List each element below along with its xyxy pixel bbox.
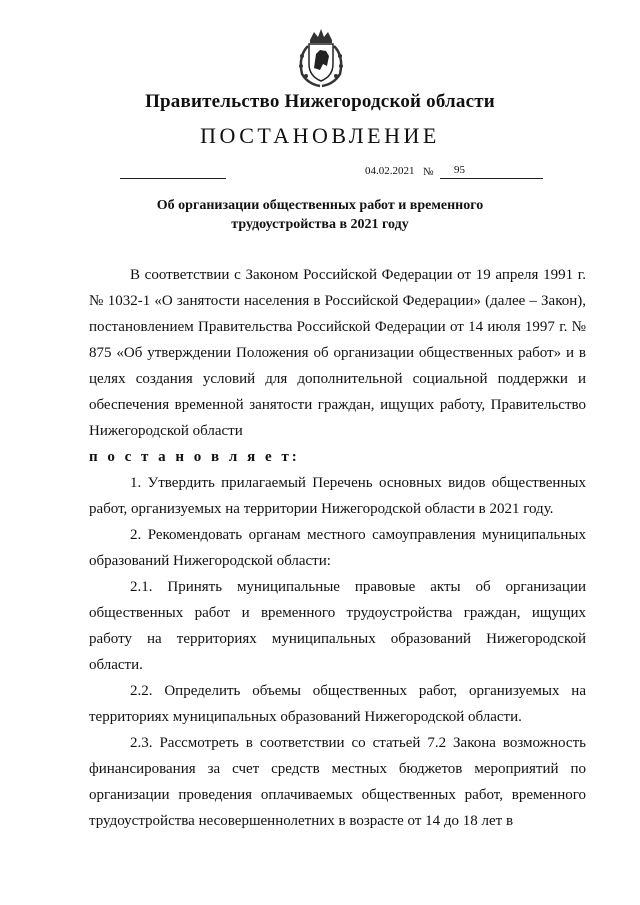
number-sign: № — [423, 166, 434, 178]
resolves-line: п о с т а н о в л я е т: — [89, 449, 300, 465]
item-2-paragraph: 2. Рекомендовать органам местного самоуправления муниципальных образований Нижегородской области: — [89, 527, 586, 569]
document-number: 95 — [454, 164, 465, 176]
title-line-2: трудоустройства в 2021 году — [231, 217, 409, 232]
organization-name: Правительство Нижегородской области — [145, 91, 495, 112]
preamble-paragraph: В соответствии с Законом Российской Федерации от 19 апреля 1991 г. № 1032-1 «О занятости населения в Российской Федерации» (далее – Закон), постановлением Правительства Российской Федерации от 14 июля 1997 г. № 875 «Об утверждении Положения об организации общественных работ» и в целях создания условий для дополнительной социальной поддержки и обеспечения временной занятости граждан, ищущих работу, Правительство Нижегородской области — [89, 267, 586, 439]
date-blank-line — [120, 178, 226, 179]
item-2-3-paragraph: 2.3. Рассмотреть в соответствии со статьей 7.2 Закона возможность финансирования за счет средств местных бюджетов мероприятий по организации проведения оплачиваемых общественных работ, временного трудоустройства несовершеннолетних в возрасте от 14 до 18 лет в — [89, 735, 586, 829]
document-type: ПОСТАНОВЛЕНИЕ — [200, 123, 440, 148]
coat-of-arms-icon — [296, 26, 346, 88]
title-line-1: Об организации общественных работ и временного — [156, 198, 484, 213]
item-2-2-paragraph: 2.2. Определить объемы общественных работ, организуемых на территориях муниципальных образований Нижегородской области. — [89, 683, 586, 725]
document-body — [89, 262, 586, 834]
document-title — [120, 196, 520, 234]
number-line — [440, 178, 543, 179]
document-date: 04.02.2021 — [365, 165, 415, 177]
item-1-paragraph: 1. Утвердить прилагаемый Перечень основных видов общественных работ, организуемых на территории Нижегородской области в 2021 году. — [89, 475, 586, 517]
item-2-1-paragraph: 2.1. Принять муниципальные правовые акты об организации общественных работ и временного трудоустройства граждан, ищущих работу на территориях муниципальных образований Нижегородской области. — [89, 579, 586, 673]
